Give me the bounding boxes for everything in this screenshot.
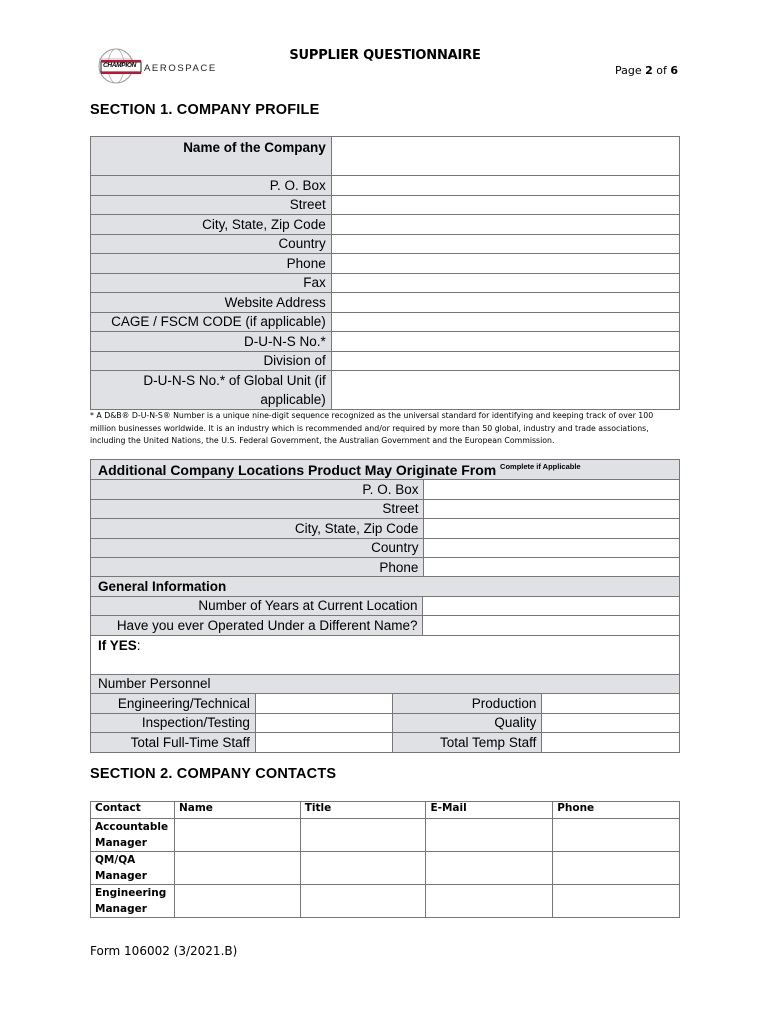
city-state-zip-label: City, State, Zip Code bbox=[91, 215, 332, 235]
form-number: Form 106002 (3/2021.B) bbox=[90, 944, 238, 958]
loc-phone-field[interactable] bbox=[424, 558, 680, 578]
logo-champion-text: CHAMPION bbox=[103, 62, 136, 69]
production-field[interactable] bbox=[542, 694, 680, 714]
loc-po-box-label: P. O. Box bbox=[330, 480, 424, 500]
website-field[interactable] bbox=[331, 293, 679, 313]
page-number: Page 2 of 6 bbox=[615, 64, 679, 77]
website-label: Website Address bbox=[91, 293, 332, 313]
additional-locations-table bbox=[90, 459, 680, 578]
engineering-manager-phone-field[interactable] bbox=[553, 885, 680, 918]
duns-label: D-U-N-S No.* bbox=[91, 332, 332, 352]
loc-po-box-field[interactable] bbox=[424, 480, 680, 500]
company-name-label: Name of the Company bbox=[91, 137, 332, 176]
fax-label: Fax bbox=[91, 273, 332, 293]
loc-country-label: Country bbox=[91, 538, 424, 558]
company-contacts-table bbox=[90, 801, 680, 918]
engineering-manager-label: Engineering Manager bbox=[91, 885, 175, 918]
street-label: Street bbox=[91, 195, 332, 215]
years-location-field[interactable] bbox=[423, 596, 680, 616]
phone-field[interactable] bbox=[331, 254, 679, 274]
accountable-manager-label: Accountable Manager bbox=[91, 819, 175, 852]
engineering-manager-title-field[interactable] bbox=[300, 885, 426, 918]
cage-code-field[interactable] bbox=[331, 312, 679, 332]
accountable-manager-title-field[interactable] bbox=[300, 819, 426, 852]
global-duns-field[interactable] bbox=[331, 371, 679, 410]
duns-footnote: * A D&B® D-U-N-S® Number is a unique nine-digit sequence recognized as the universal standard for identifying and keeping track of over 100 million businesses worldwide. It is an industry which is recommended and/or required by more than 50 global, industry and trade associations, including the United Nations, the U.S. Federal Government, the Australian Government and the European Commission. bbox=[90, 411, 654, 445]
qm-qa-manager-label: QM/QA Manager bbox=[91, 852, 175, 885]
col-contact-header: Contact bbox=[91, 802, 175, 819]
section1-heading: SECTION 1. COMPANY PROFILE bbox=[90, 102, 320, 118]
temp-staff-field[interactable] bbox=[542, 733, 680, 753]
additional-locations-heading: Additional Company Locations Product May Originate From bbox=[98, 461, 497, 478]
engineering-manager-email-field[interactable] bbox=[426, 885, 553, 918]
general-info-heading: General Information bbox=[91, 577, 680, 597]
logo-aerospace-text: AEROSPACE bbox=[144, 63, 217, 74]
complete-if-applicable-note: Complete if Applicable bbox=[500, 461, 581, 471]
qm-qa-manager-phone-field[interactable] bbox=[553, 852, 680, 885]
general-info-table bbox=[90, 576, 680, 694]
quality-label: Quality bbox=[392, 713, 542, 733]
country-label: Country bbox=[91, 234, 332, 254]
cage-code-label: CAGE / FSCM CODE (if applicable) bbox=[91, 312, 332, 332]
col-name-header: Name bbox=[174, 802, 300, 819]
city-state-zip-field[interactable] bbox=[331, 215, 679, 235]
qm-qa-manager-name-field[interactable] bbox=[174, 852, 300, 885]
accountable-manager-email-field[interactable] bbox=[426, 819, 553, 852]
phone-label: Phone bbox=[91, 254, 332, 274]
global-duns-label: D-U-N-S No.* of Global Unit (if applicable) bbox=[91, 371, 332, 410]
company-profile-table bbox=[90, 136, 680, 410]
street-field[interactable] bbox=[331, 195, 679, 215]
production-label: Production bbox=[392, 694, 542, 714]
engineering-technical-label: Engineering/Technical bbox=[91, 694, 256, 714]
loc-country-field[interactable] bbox=[424, 538, 680, 558]
loc-city-label: City, State, Zip Code bbox=[91, 519, 424, 539]
division-of-field[interactable] bbox=[331, 351, 679, 371]
inspection-testing-label: Inspection/Testing bbox=[91, 713, 256, 733]
loc-street-field[interactable] bbox=[424, 499, 680, 519]
col-email-header: E-Mail bbox=[426, 802, 553, 819]
inspection-testing-field[interactable] bbox=[255, 713, 392, 733]
personnel-heading: Number Personnel bbox=[91, 674, 680, 694]
loc-city-field[interactable] bbox=[424, 519, 680, 539]
country-field[interactable] bbox=[331, 234, 679, 254]
page-title: SUPPLIER QUESTIONNAIRE bbox=[289, 48, 481, 63]
po-box-field[interactable] bbox=[331, 176, 679, 196]
section2-heading: SECTION 2. COMPANY CONTACTS bbox=[90, 766, 337, 782]
po-box-label: P. O. Box bbox=[91, 176, 332, 196]
years-location-label: Number of Years at Current Location bbox=[91, 596, 423, 616]
division-of-label: Division of bbox=[91, 351, 332, 371]
col-phone-header: Phone bbox=[553, 802, 680, 819]
engineering-technical-field[interactable] bbox=[255, 694, 392, 714]
if-yes-field[interactable]: If YES: bbox=[91, 635, 680, 674]
different-name-label: Have you ever Operated Under a Different Name? bbox=[91, 616, 423, 636]
duns-field[interactable] bbox=[331, 332, 679, 352]
accountable-manager-phone-field[interactable] bbox=[553, 819, 680, 852]
col-title-header: Title bbox=[300, 802, 426, 819]
full-time-staff-field[interactable] bbox=[255, 733, 392, 753]
fax-field[interactable] bbox=[331, 273, 679, 293]
additional-locations-heading-cell bbox=[91, 460, 680, 480]
qm-qa-manager-email-field[interactable] bbox=[426, 852, 553, 885]
different-name-field[interactable] bbox=[423, 616, 680, 636]
company-name-field[interactable] bbox=[331, 137, 679, 176]
loc-phone-label: Phone bbox=[91, 558, 424, 578]
temp-staff-label: Total Temp Staff bbox=[392, 733, 542, 753]
quality-field[interactable] bbox=[542, 713, 680, 733]
qm-qa-manager-title-field[interactable] bbox=[300, 852, 426, 885]
loc-street-label: Street bbox=[91, 499, 424, 519]
personnel-table bbox=[90, 693, 680, 753]
full-time-staff-label: Total Full-Time Staff bbox=[91, 733, 256, 753]
accountable-manager-name-field[interactable] bbox=[174, 819, 300, 852]
engineering-manager-name-field[interactable] bbox=[174, 885, 300, 918]
